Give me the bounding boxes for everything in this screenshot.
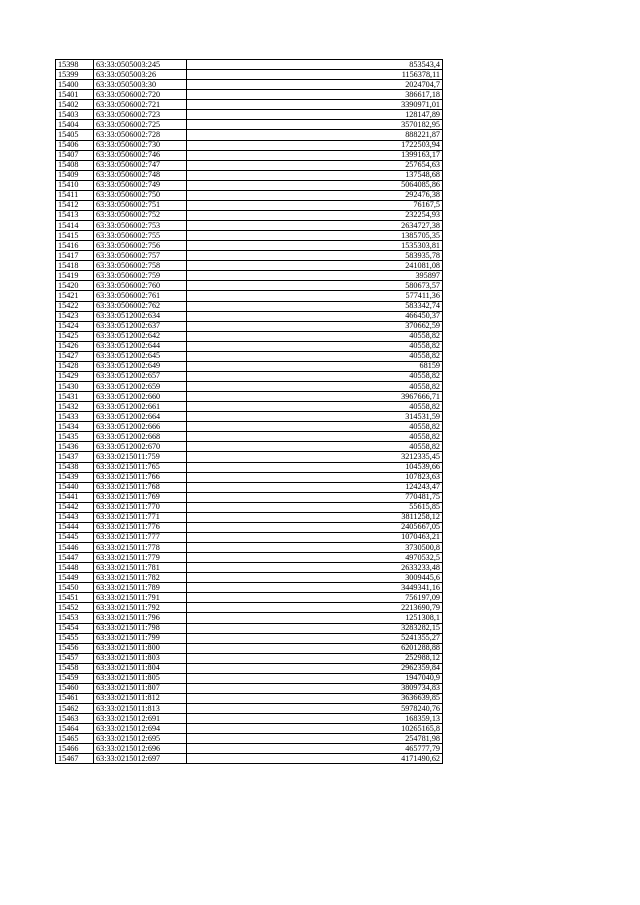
table-row — [56, 412, 443, 422]
row-number-cell: 15430 — [56, 382, 94, 392]
value-cell: 2634727,38 — [187, 221, 443, 231]
value-cell: 1399163,17 — [187, 150, 443, 160]
row-number-cell: 15405 — [56, 130, 94, 140]
cadastral-number-cell: 63:33:0506002:728 — [94, 130, 187, 140]
value-cell: 583935,78 — [187, 251, 443, 261]
cadastral-number-cell: 63:33:0512002:644 — [94, 341, 187, 351]
cadastral-number-cell: 63:33:0506002:725 — [94, 120, 187, 130]
cadastral-number-cell: 63:33:0215011:800 — [94, 643, 187, 653]
row-number-cell: 15440 — [56, 482, 94, 492]
value-cell: 756197,09 — [187, 593, 443, 603]
value-cell: 40558,82 — [187, 341, 443, 351]
value-cell: 6201288,88 — [187, 643, 443, 653]
value-cell: 5241355,27 — [187, 633, 443, 643]
row-number-cell: 15460 — [56, 683, 94, 693]
cadastral-number-cell: 63:33:0506002:749 — [94, 180, 187, 190]
cadastral-number-cell: 63:33:0215011:803 — [94, 653, 187, 663]
cadastral-number-cell: 63:33:0215012:694 — [94, 724, 187, 734]
table-row — [56, 402, 443, 412]
cadastral-number-cell: 63:33:0215011:769 — [94, 492, 187, 502]
value-cell: 2962359,84 — [187, 663, 443, 673]
value-cell: 137548,68 — [187, 170, 443, 180]
cadastral-number-cell: 63:33:0215011:782 — [94, 573, 187, 583]
row-number-cell: 15433 — [56, 412, 94, 422]
value-cell: 2405667,05 — [187, 522, 443, 532]
cadastral-number-cell: 63:33:0506002:752 — [94, 210, 187, 220]
row-number-cell: 15398 — [56, 60, 94, 70]
row-number-cell: 15446 — [56, 543, 94, 553]
row-number-cell: 15458 — [56, 663, 94, 673]
row-number-cell: 15414 — [56, 221, 94, 231]
table-row — [56, 180, 443, 190]
cadastral-number-cell: 63:33:0506002:761 — [94, 291, 187, 301]
value-cell: 466450,37 — [187, 311, 443, 321]
cadastral-number-cell: 63:33:0512002:666 — [94, 422, 187, 432]
table-row — [56, 452, 443, 462]
row-number-cell: 15450 — [56, 583, 94, 593]
table-row — [56, 734, 443, 744]
value-cell: 3730500,8 — [187, 543, 443, 553]
table-row — [56, 573, 443, 583]
table-row — [56, 693, 443, 703]
table-row — [56, 442, 443, 452]
row-number-cell: 15406 — [56, 140, 94, 150]
table-row — [56, 492, 443, 502]
row-number-cell: 15404 — [56, 120, 94, 130]
table-row — [56, 502, 443, 512]
value-cell: 3283282,15 — [187, 623, 443, 633]
value-cell: 257654,63 — [187, 160, 443, 170]
cadastral-number-cell: 63:33:0506002:747 — [94, 160, 187, 170]
row-number-cell: 15441 — [56, 492, 94, 502]
row-number-cell: 15466 — [56, 744, 94, 754]
table-row — [56, 130, 443, 140]
row-number-cell: 15463 — [56, 714, 94, 724]
data-table-body — [56, 60, 443, 764]
row-number-cell: 15418 — [56, 261, 94, 271]
cadastral-number-cell: 63:33:0506002:746 — [94, 150, 187, 160]
value-cell: 5978240,76 — [187, 704, 443, 714]
value-cell: 10265165,8 — [187, 724, 443, 734]
value-cell: 40558,82 — [187, 371, 443, 381]
cadastral-number-cell: 63:33:0506002:762 — [94, 301, 187, 311]
value-cell: 770481,75 — [187, 492, 443, 502]
table-row — [56, 60, 443, 70]
row-number-cell: 15454 — [56, 623, 94, 633]
table-row — [56, 472, 443, 482]
row-number-cell: 15438 — [56, 462, 94, 472]
row-number-cell: 15410 — [56, 180, 94, 190]
cadastral-number-cell: 63:33:0215011:807 — [94, 683, 187, 693]
table-row — [56, 261, 443, 271]
cadastral-number-cell: 63:33:0512002:668 — [94, 432, 187, 442]
table-row — [56, 170, 443, 180]
value-cell: 40558,82 — [187, 432, 443, 442]
value-cell: 853543,4 — [187, 60, 443, 70]
value-cell: 2024704,7 — [187, 80, 443, 90]
table-row — [56, 653, 443, 663]
cadastral-number-cell: 63:33:0215012:691 — [94, 714, 187, 724]
row-number-cell: 15435 — [56, 432, 94, 442]
cadastral-number-cell: 63:33:0512002:659 — [94, 382, 187, 392]
row-number-cell: 15408 — [56, 160, 94, 170]
value-cell: 5064085,86 — [187, 180, 443, 190]
value-cell: 40558,82 — [187, 442, 443, 452]
value-cell: 386617,18 — [187, 90, 443, 100]
table-row — [56, 331, 443, 341]
cadastral-number-cell: 63:33:0505003:26 — [94, 70, 187, 80]
value-cell: 4171490,62 — [187, 754, 443, 764]
value-cell: 314531,59 — [187, 412, 443, 422]
cadastral-number-cell: 63:33:0506002:750 — [94, 190, 187, 200]
row-number-cell: 15436 — [56, 442, 94, 452]
row-number-cell: 15452 — [56, 603, 94, 613]
row-number-cell: 15416 — [56, 241, 94, 251]
value-cell: 3449341,16 — [187, 583, 443, 593]
value-cell: 40558,82 — [187, 351, 443, 361]
cadastral-number-cell: 63:33:0215011:777 — [94, 532, 187, 542]
cadastral-number-cell: 63:33:0215012:695 — [94, 734, 187, 744]
cadastral-number-cell: 63:33:0512002:637 — [94, 321, 187, 331]
table-row — [56, 754, 443, 764]
table-row — [56, 482, 443, 492]
cadastral-number-cell: 63:33:0506002:751 — [94, 200, 187, 210]
row-number-cell: 15453 — [56, 613, 94, 623]
row-number-cell: 15437 — [56, 452, 94, 462]
row-number-cell: 15423 — [56, 311, 94, 321]
value-cell: 580673,57 — [187, 281, 443, 291]
cadastral-number-cell: 63:33:0505003:30 — [94, 80, 187, 90]
cadastral-number-cell: 63:33:0215011:796 — [94, 613, 187, 623]
table-row — [56, 120, 443, 130]
cadastral-number-cell: 63:33:0215011:778 — [94, 543, 187, 553]
table-row — [56, 231, 443, 241]
table-row — [56, 462, 443, 472]
table-row — [56, 553, 443, 563]
cadastral-number-cell: 63:33:0215011:776 — [94, 522, 187, 532]
table-row — [56, 744, 443, 754]
table-row — [56, 532, 443, 542]
table-row — [56, 512, 443, 522]
cadastral-number-cell: 63:33:0506002:721 — [94, 100, 187, 110]
cadastral-number-cell: 63:33:0512002:642 — [94, 331, 187, 341]
cadastral-number-cell: 63:33:0215011:779 — [94, 553, 187, 563]
row-number-cell: 15428 — [56, 361, 94, 371]
row-number-cell: 15445 — [56, 532, 94, 542]
row-number-cell: 15451 — [56, 593, 94, 603]
row-number-cell: 15459 — [56, 673, 94, 683]
cadastral-number-cell: 63:33:0512002:670 — [94, 442, 187, 452]
table-row — [56, 241, 443, 251]
row-number-cell: 15421 — [56, 291, 94, 301]
table-row — [56, 603, 443, 613]
value-cell: 1251308,1 — [187, 613, 443, 623]
row-number-cell: 15439 — [56, 472, 94, 482]
table-row — [56, 432, 443, 442]
row-number-cell: 15417 — [56, 251, 94, 261]
table-row — [56, 341, 443, 351]
value-cell: 465777,79 — [187, 744, 443, 754]
table-row — [56, 563, 443, 573]
table-row — [56, 583, 443, 593]
table-row — [56, 140, 443, 150]
cadastral-number-cell: 63:33:0215011:789 — [94, 583, 187, 593]
cadastral-number-cell: 63:33:0512002:661 — [94, 402, 187, 412]
cadastral-number-cell: 63:33:0512002:660 — [94, 392, 187, 402]
value-cell: 55615,85 — [187, 502, 443, 512]
table-row — [56, 100, 443, 110]
row-number-cell: 15401 — [56, 90, 94, 100]
row-number-cell: 15467 — [56, 754, 94, 764]
value-cell: 4970532,5 — [187, 553, 443, 563]
table-row — [56, 422, 443, 432]
cadastral-number-cell: 63:33:0506002:756 — [94, 241, 187, 251]
value-cell: 168359,13 — [187, 714, 443, 724]
cadastral-number-cell: 63:33:0506002:753 — [94, 221, 187, 231]
row-number-cell: 15411 — [56, 190, 94, 200]
table-row — [56, 281, 443, 291]
table-row — [56, 160, 443, 170]
cadastral-number-cell: 63:33:0215011:805 — [94, 673, 187, 683]
cadastral-number-cell: 63:33:0215011:765 — [94, 462, 187, 472]
cadastral-number-cell: 63:33:0512002:649 — [94, 361, 187, 371]
table-row — [56, 150, 443, 160]
cadastral-number-cell: 63:33:0506002:755 — [94, 231, 187, 241]
value-cell: 107823,63 — [187, 472, 443, 482]
value-cell: 40558,82 — [187, 331, 443, 341]
table-row — [56, 633, 443, 643]
row-number-cell: 15432 — [56, 402, 94, 412]
cadastral-number-cell: 63:33:0506002:723 — [94, 110, 187, 120]
cadastral-number-cell: 63:33:0215011:770 — [94, 502, 187, 512]
row-number-cell: 15424 — [56, 321, 94, 331]
row-number-cell: 15400 — [56, 80, 94, 90]
cadastral-number-cell: 63:33:0506002:759 — [94, 271, 187, 281]
table-row — [56, 623, 443, 633]
value-cell: 292476,38 — [187, 190, 443, 200]
table-row — [56, 291, 443, 301]
row-number-cell: 15464 — [56, 724, 94, 734]
cadastral-number-cell: 63:33:0512002:634 — [94, 311, 187, 321]
row-number-cell: 15399 — [56, 70, 94, 80]
value-cell: 370662,59 — [187, 321, 443, 331]
table-row — [56, 311, 443, 321]
cadastral-number-cell: 63:33:0215011:759 — [94, 452, 187, 462]
row-number-cell: 15413 — [56, 210, 94, 220]
value-cell: 1722503,94 — [187, 140, 443, 150]
value-cell: 40558,82 — [187, 382, 443, 392]
row-number-cell: 15442 — [56, 502, 94, 512]
value-cell: 1070463,21 — [187, 532, 443, 542]
table-row — [56, 543, 443, 553]
cadastral-number-cell: 63:33:0215011:781 — [94, 563, 187, 573]
table-row — [56, 110, 443, 120]
table-row — [56, 392, 443, 402]
table-row — [56, 724, 443, 734]
value-cell: 3636639,85 — [187, 693, 443, 703]
value-cell: 3212335,45 — [187, 452, 443, 462]
row-number-cell: 15425 — [56, 331, 94, 341]
table-row — [56, 522, 443, 532]
cadastral-number-cell: 63:33:0215011:804 — [94, 663, 187, 673]
row-number-cell: 15402 — [56, 100, 94, 110]
row-number-cell: 15429 — [56, 371, 94, 381]
value-cell: 241081,08 — [187, 261, 443, 271]
value-cell: 232254,93 — [187, 210, 443, 220]
cadastral-number-cell: 63:33:0215011:766 — [94, 472, 187, 482]
table-row — [56, 683, 443, 693]
table-row — [56, 382, 443, 392]
cadastral-number-cell: 63:33:0506002:757 — [94, 251, 187, 261]
value-cell: 76167,5 — [187, 200, 443, 210]
value-cell: 3570182,95 — [187, 120, 443, 130]
value-cell: 3390971,01 — [187, 100, 443, 110]
row-number-cell: 15457 — [56, 653, 94, 663]
cadastral-number-cell: 63:33:0215011:771 — [94, 512, 187, 522]
row-number-cell: 15419 — [56, 271, 94, 281]
table-row — [56, 663, 443, 673]
data-table — [55, 59, 443, 764]
value-cell: 40558,82 — [187, 422, 443, 432]
row-number-cell: 15407 — [56, 150, 94, 160]
row-number-cell: 15426 — [56, 341, 94, 351]
row-number-cell: 15415 — [56, 231, 94, 241]
row-number-cell: 15444 — [56, 522, 94, 532]
row-number-cell: 15403 — [56, 110, 94, 120]
row-number-cell: 15409 — [56, 170, 94, 180]
value-cell: 1947040,9 — [187, 673, 443, 683]
table-row — [56, 190, 443, 200]
row-number-cell: 15448 — [56, 563, 94, 573]
cadastral-number-cell: 63:33:0215012:696 — [94, 744, 187, 754]
row-number-cell: 15462 — [56, 704, 94, 714]
table-row — [56, 704, 443, 714]
value-cell: 40558,82 — [187, 402, 443, 412]
value-cell: 68159 — [187, 361, 443, 371]
cadastral-number-cell: 63:33:0215011:791 — [94, 593, 187, 603]
table-row — [56, 361, 443, 371]
row-number-cell: 15456 — [56, 643, 94, 653]
cadastral-number-cell: 63:33:0506002:758 — [94, 261, 187, 271]
table-row — [56, 371, 443, 381]
value-cell: 3811258,12 — [187, 512, 443, 522]
value-cell: 1535303,81 — [187, 241, 443, 251]
table-row — [56, 714, 443, 724]
value-cell: 3967666,71 — [187, 392, 443, 402]
cadastral-number-cell: 63:33:0215011:768 — [94, 482, 187, 492]
cadastral-number-cell: 63:33:0215011:798 — [94, 623, 187, 633]
cadastral-number-cell: 63:33:0506002:748 — [94, 170, 187, 180]
value-cell: 2213690,79 — [187, 603, 443, 613]
value-cell: 395897 — [187, 271, 443, 281]
cadastral-number-cell: 63:33:0505003:245 — [94, 60, 187, 70]
value-cell: 124243,47 — [187, 482, 443, 492]
value-cell: 577411,36 — [187, 291, 443, 301]
table-row — [56, 221, 443, 231]
table-row — [56, 210, 443, 220]
value-cell: 3009445,6 — [187, 573, 443, 583]
row-number-cell: 15449 — [56, 573, 94, 583]
cadastral-number-cell: 63:33:0506002:720 — [94, 90, 187, 100]
table-row — [56, 271, 443, 281]
value-cell: 1385705,35 — [187, 231, 443, 241]
row-number-cell: 15455 — [56, 633, 94, 643]
value-cell: 104539,66 — [187, 462, 443, 472]
cadastral-number-cell: 63:33:0215011:792 — [94, 603, 187, 613]
value-cell: 252988,12 — [187, 653, 443, 663]
value-cell: 3809734,83 — [187, 683, 443, 693]
cadastral-number-cell: 63:33:0512002:645 — [94, 351, 187, 361]
row-number-cell: 15443 — [56, 512, 94, 522]
cadastral-number-cell: 63:33:0512002:664 — [94, 412, 187, 422]
cadastral-number-cell: 63:33:0506002:730 — [94, 140, 187, 150]
table-row — [56, 673, 443, 683]
row-number-cell: 15431 — [56, 392, 94, 402]
table-row — [56, 321, 443, 331]
table-row — [56, 301, 443, 311]
value-cell: 128147,89 — [187, 110, 443, 120]
cadastral-number-cell: 63:33:0215012:697 — [94, 754, 187, 764]
table-row — [56, 90, 443, 100]
row-number-cell: 15465 — [56, 734, 94, 744]
table-row — [56, 613, 443, 623]
row-number-cell: 15434 — [56, 422, 94, 432]
cadastral-number-cell: 63:33:0215011:799 — [94, 633, 187, 643]
value-cell: 1156378,11 — [187, 70, 443, 80]
value-cell: 2633233,48 — [187, 563, 443, 573]
row-number-cell: 15447 — [56, 553, 94, 563]
value-cell: 583342,74 — [187, 301, 443, 311]
row-number-cell: 15420 — [56, 281, 94, 291]
table-row — [56, 351, 443, 361]
table-row — [56, 643, 443, 653]
table-row — [56, 80, 443, 90]
row-number-cell: 15427 — [56, 351, 94, 361]
row-number-cell: 15461 — [56, 693, 94, 703]
cadastral-number-cell: 63:33:0512002:657 — [94, 371, 187, 381]
cadastral-number-cell: 63:33:0215011:812 — [94, 693, 187, 703]
cadastral-number-cell: 63:33:0506002:760 — [94, 281, 187, 291]
value-cell: 888221,87 — [187, 130, 443, 140]
cadastral-number-cell: 63:33:0215011:813 — [94, 704, 187, 714]
value-cell: 254781,98 — [187, 734, 443, 744]
table-row — [56, 251, 443, 261]
row-number-cell: 15412 — [56, 200, 94, 210]
table-row — [56, 70, 443, 80]
row-number-cell: 15422 — [56, 301, 94, 311]
table-row — [56, 200, 443, 210]
table-row — [56, 593, 443, 603]
